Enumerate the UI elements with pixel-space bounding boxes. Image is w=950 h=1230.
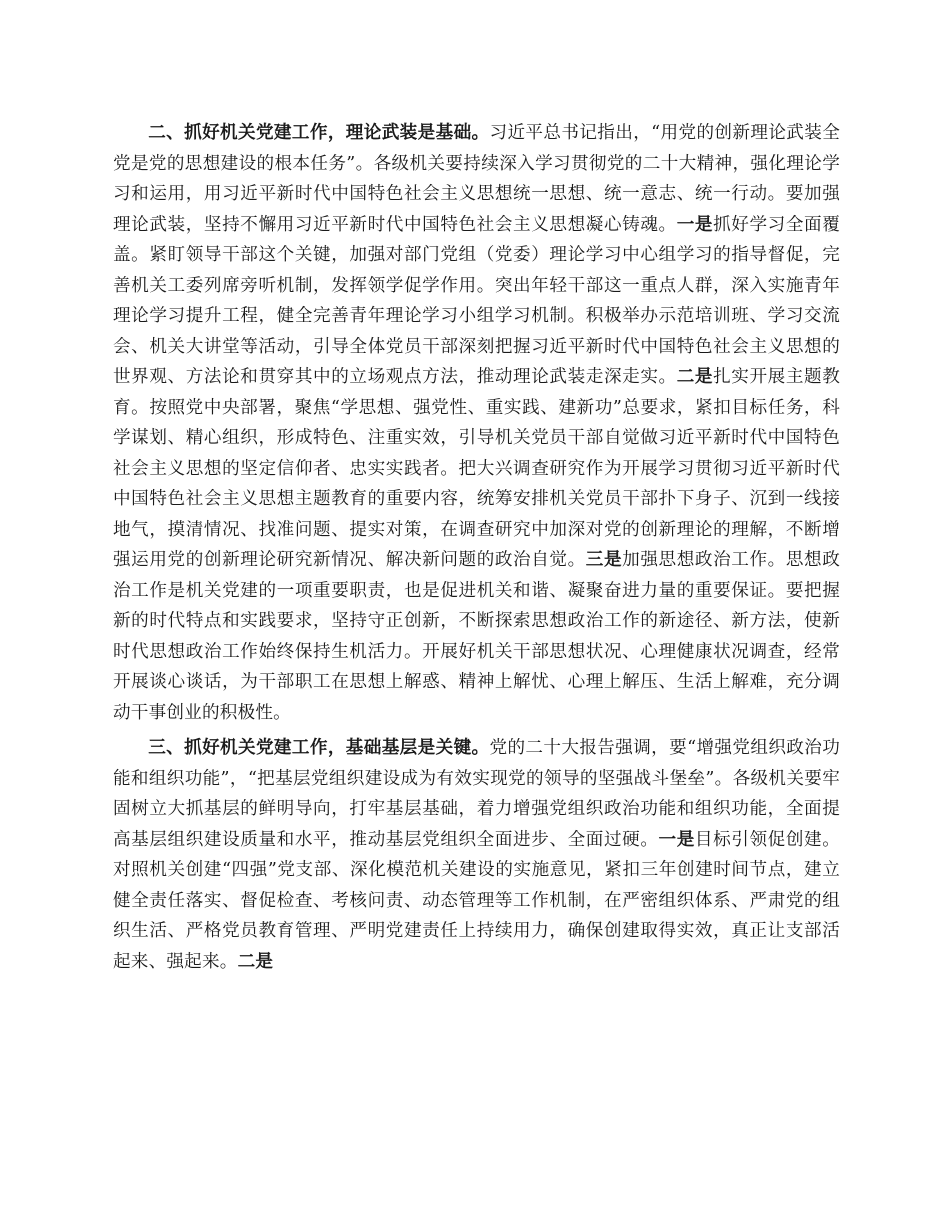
body-text: 目标引领促创建。对照机关创建“四强”党支部、深化模范机关建设的实施意见，紧扣三年创建时间节点，建立健全责任落实、督促检查、考核问责、动态管理等工作机制，在严密组织体系、严肃党的组织生活、严格党员教育管理、严明党建责任上持续用力，确保创建取得实效，真正让支部活起来、强起来。 (113, 829, 840, 972)
body-text: 党的二十大报告强调，要“增强党组织政治功能和组织功能”，“把基层党组织建设成为有效实现党的领导的坚强战斗堡垒”。各级机关要牢固树立大抓基层的鲜明导向，打牢基层基础，着力增强党组织政治功能和组织功能，全面提高基层组织建设质量和水平，推动基层党组织全面进步、全面过硬。 (113, 738, 840, 850)
section-heading-2: 二、抓好机关党建工作，理论武装是基础。 (148, 123, 490, 143)
paragraph-theory-arming (113, 118, 840, 728)
body-text: 加强思想政治工作。思想政治工作是机关党建的一项重要职责，也是促进机关和谐、凝聚奋进力量的重要保证。要把握新的时代特点和实践要求，坚持守正创新，不断探索思想政治工作的新途径、新方法，使新时代思想政治工作始终保持生机活力。开展好机关干部思想状况、心理健康状况调查，经常开展谈心谈话，为干部职工在思想上解惑、精神上解忧、心理上解压、生活上解难，充分调动干事创业的积极性。 (113, 550, 840, 723)
point-marker-3: 三是 (585, 550, 623, 570)
section-heading-3: 三、抓好机关党建工作，基础基层是关键。 (148, 738, 490, 758)
body-text: 抓好学习全面覆盖。紧盯领导干部这个关键，加强对部门党组（党委）理论学习中心组学习的指导督促，完善机关工委列席旁听机制，发挥领学促学作用。突出年轻干部这一重点人群，深入实施青年理论学习提升工程，健全完善青年理论学习小组学习机制。积极举办示范培训班、学习交流会、机关大讲堂等活动，引导全体党员干部深刻把握习近平新时代中国特色社会主义思想的世界观、方法论和贯穿其中的立场观点方法，推动理论武装走深走实。 (113, 214, 840, 387)
body-text: 习近平总书记指出，“用党的创新理论武装全党是党的思想建设的根本任务”。各级机关要持续深入学习贯彻党的二十大精神，强化理论学习和运用，用习近平新时代中国特色社会主义思想统一思想、统一意志、统一行动。要加强理论武装，坚持不懈用习近平新时代中国特色社会主义思想凝心铸魂。 (113, 123, 840, 235)
point-marker-2: 二是 (237, 951, 274, 972)
point-marker-1: 一是 (676, 214, 714, 235)
paragraph-grassroots (113, 733, 840, 977)
point-marker-2: 二是 (676, 367, 714, 387)
body-text: 扎实开展主题教育。按照党中央部署，聚焦“学思想、强党性、重实践、建新功”总要求，紧扣目标任务，科学谋划、精心组织，形成特色、注重实效，引导机关党员干部自觉做习近平新时代中国特色社会主义思想的坚定信仰者、忠实实践者。把大兴调查研究作为开展学习贯彻习近平新时代中国特色社会主义思想主题教育的重要内容，统筹安排机关党员干部扑下身子、沉到一线接地气，摸清情况、找准问题、提实对策，在调查研究中加深对党的创新理论的理解，不断增强运用党的创新理论研究新情况、解决新问题的政治自觉。 (113, 367, 840, 570)
point-marker-1: 一是 (658, 829, 695, 850)
document-page (113, 118, 840, 977)
